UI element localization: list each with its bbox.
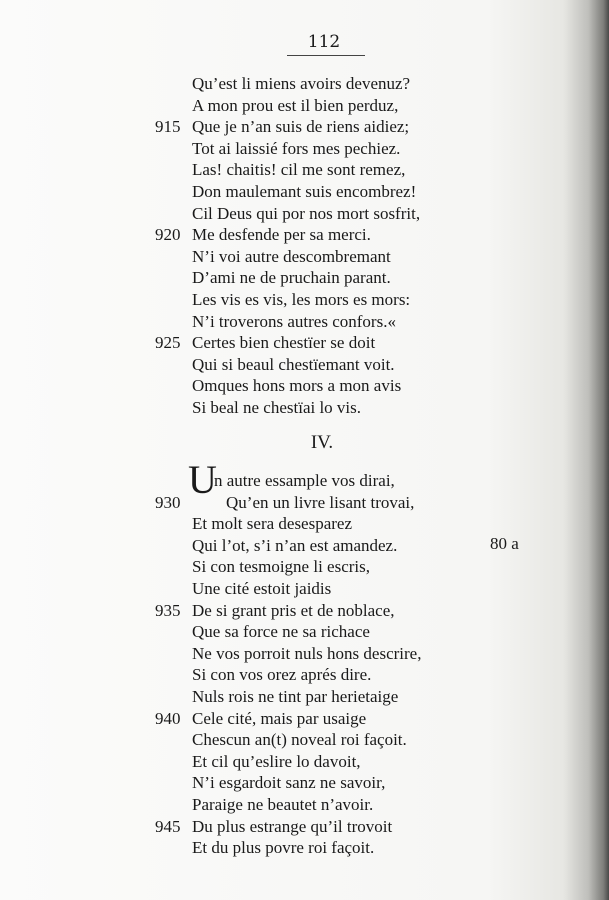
verse-line	[0, 794, 609, 816]
verse-text: Qui si beaul chestïemant voit.	[192, 354, 395, 374]
verse-line	[0, 267, 609, 289]
drop-cap: U	[188, 457, 217, 502]
verse-line	[0, 397, 609, 419]
verse-line	[0, 332, 609, 354]
line-number: 935	[155, 600, 181, 620]
verse-line	[0, 621, 609, 643]
verse-text: D’ami ne de pruchain parant.	[192, 268, 391, 288]
verse-line	[0, 73, 609, 95]
verse-line	[0, 95, 609, 117]
verse-line	[0, 181, 609, 203]
verse-line	[0, 513, 609, 535]
margin-folio-note: 80 a	[490, 534, 519, 553]
verse-text: Et du plus povre roi façoit.	[192, 838, 375, 858]
verse-line	[0, 772, 609, 794]
verse-line	[0, 492, 609, 514]
verse-line	[0, 470, 609, 492]
verse-text: Si con vos orez aprés dire.	[192, 665, 372, 685]
verse-text: N’i voi autre descombremant	[192, 246, 391, 266]
verse-text: Et molt sera desesparez	[192, 514, 353, 534]
verse-text: N’i troverons autres confors.«	[192, 311, 396, 331]
verse-line	[0, 643, 609, 665]
verse-text: Si con tesmoigne li escris,	[192, 557, 371, 577]
verse-line	[0, 664, 609, 686]
verse-text: Les vis es vis, les mors es mors:	[192, 290, 411, 309]
verse-text: Et cil qu’eslire lo davoit,	[192, 751, 361, 771]
verse-text: n autre essample vos dirai,	[214, 471, 395, 490]
verse-text: Certes bien chestïer se doit	[192, 333, 376, 353]
verse-text: Que je n’an suis de riens aidiez;	[192, 117, 410, 137]
verse-line	[0, 556, 609, 578]
verse-line	[0, 311, 609, 333]
verse-text: Cele cité, mais par usaige	[192, 708, 367, 728]
verse-line	[0, 203, 609, 225]
verse-text: Ne vos porroit nuls hons descrire,	[192, 643, 422, 663]
verse-text: A mon prou est il bien perduz,	[192, 95, 399, 115]
line-number: 940	[155, 708, 181, 728]
line-number: 925	[155, 333, 181, 353]
verse-text: Me desfende per sa merci.	[192, 225, 371, 245]
verse-line	[0, 578, 609, 600]
verse-text: Qu’est li miens avoirs devenuz?	[192, 74, 411, 93]
line-number: 915	[155, 117, 181, 137]
verse-text: Omques hons mors a mon avis	[192, 376, 402, 396]
verse-line	[0, 729, 609, 751]
verse-text: Cil Deus qui por nos mort sosfrit,	[192, 203, 421, 223]
verse-line	[0, 600, 609, 622]
verse-text: De si grant pris et de noblace,	[192, 600, 395, 620]
verse-line	[0, 375, 609, 397]
verse-line	[0, 138, 609, 160]
verse-text: Une cité estoit jaidis	[192, 579, 332, 598]
verse-line	[0, 246, 609, 268]
verse-text: Qu’en un livre lisant trovai,	[226, 492, 415, 512]
verse-text: Tot ai laissié fors mes pechiez.	[192, 138, 401, 158]
verse-line	[0, 289, 609, 311]
page-number-rule	[287, 55, 365, 56]
line-number: 920	[155, 225, 181, 245]
verse-line	[0, 708, 609, 730]
verse-text: Nuls rois ne tint par herietaige	[192, 687, 399, 706]
verse-text: N’i esgardoit sanz ne savoir,	[192, 773, 386, 793]
verse-line	[0, 116, 609, 138]
verse-text: Que sa force ne sa richace	[192, 622, 370, 642]
verse-line	[0, 354, 609, 376]
line-number: 930	[155, 492, 181, 512]
verse-text: Si beal ne chestïai lo vis.	[192, 398, 362, 417]
verse-line	[0, 224, 609, 246]
verse-line	[0, 837, 609, 859]
verse-text: Qui l’ot, s’i n’an est amandez.	[192, 535, 398, 555]
line-number: 945	[155, 816, 181, 836]
verse-line	[0, 751, 609, 773]
verse-text: Las! chaitis! cil me sont remez,	[192, 160, 406, 180]
verse-text: Paraige ne beautet n’avoir.	[192, 795, 374, 814]
verse-text: Don maulemant suis encombrez!	[192, 182, 417, 201]
page-number: 112	[307, 32, 341, 52]
verse-line	[0, 686, 609, 708]
verse-line	[0, 159, 609, 181]
verse-line	[0, 816, 609, 838]
verse-text: Du plus estrange qu’il trovoit	[192, 816, 393, 836]
verse-text: Chescun an(t) noveal roi façoit.	[192, 730, 407, 750]
section-heading: IV.	[310, 432, 334, 453]
